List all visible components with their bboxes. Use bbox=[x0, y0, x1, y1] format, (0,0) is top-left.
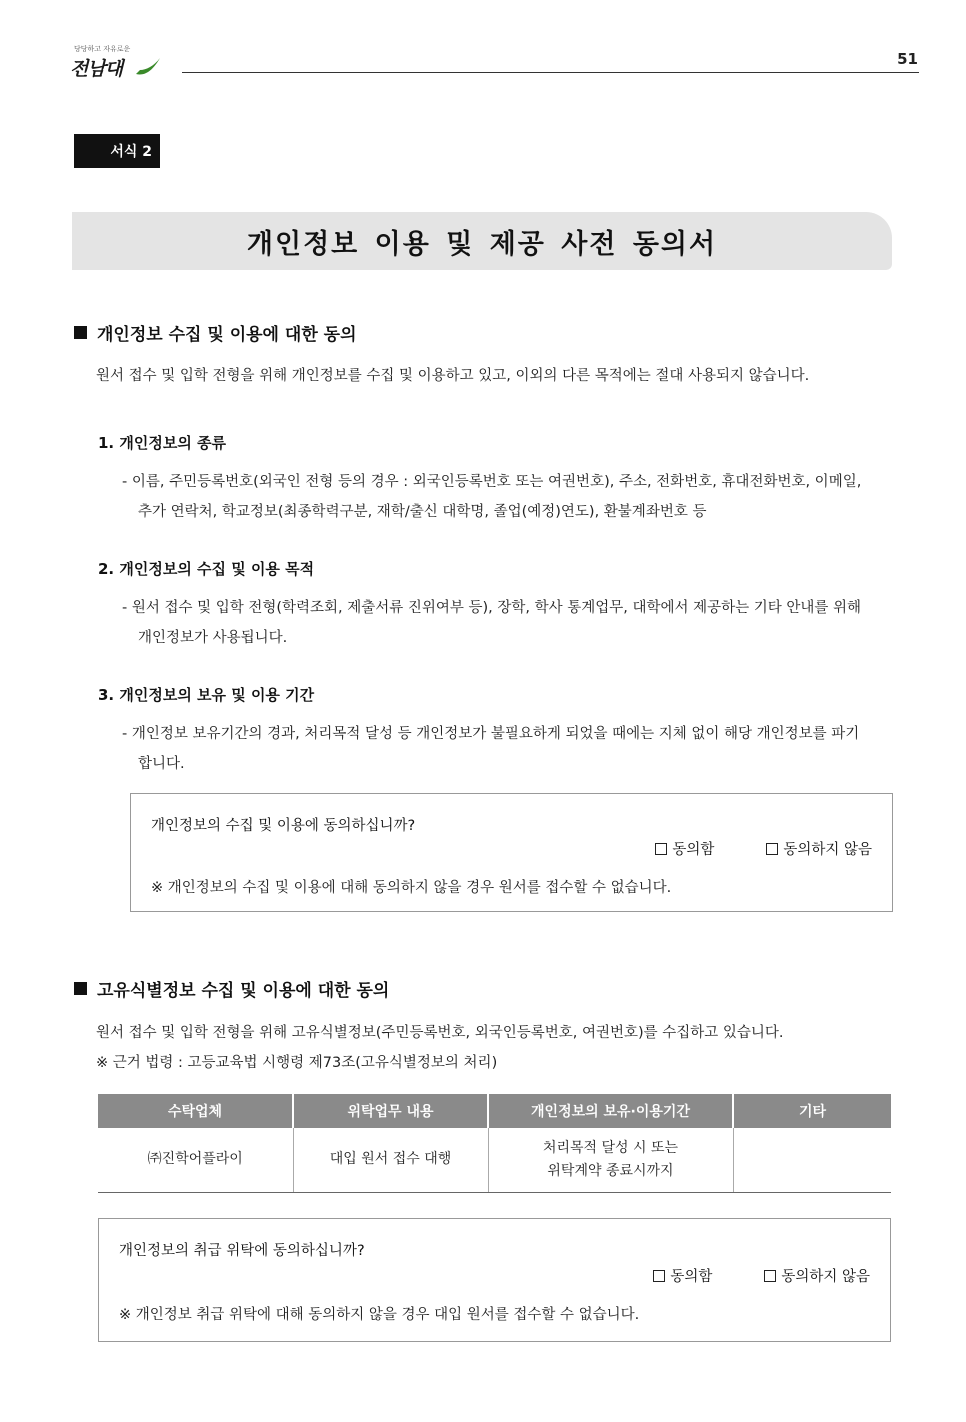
agree-option[interactable] bbox=[653, 1265, 712, 1286]
header-divider bbox=[182, 72, 919, 73]
agree-label: 동의함 bbox=[670, 1269, 713, 1285]
disagree-option[interactable] bbox=[766, 838, 872, 859]
section-intro: 원서 접수 및 입학 전형을 위해 고유식별정보(주민등록번호, 외국인등록번호, 여권번호)를 수집하고 있습니다. bbox=[96, 1025, 784, 1041]
university-logo bbox=[70, 44, 166, 80]
form-badge: 서식 2 bbox=[74, 134, 160, 168]
table-header-row bbox=[98, 1094, 891, 1128]
consent-options bbox=[653, 1265, 870, 1286]
square-bullet-icon bbox=[74, 982, 87, 995]
section-heading-text: 고유식별정보 수집 및 이용에 대한 동의 bbox=[97, 981, 390, 1001]
consent-note: ※ 개인정보의 수집 및 이용에 대해 동의하지 않을 경우 원서를 접수할 수 없습니다. bbox=[151, 880, 672, 896]
table-cell-task: 대입 원서 접수 대행 bbox=[293, 1128, 488, 1192]
logo-tagline: 당당하고 자유로운 bbox=[74, 45, 131, 53]
period-line: 위탁계약 종료시까지 bbox=[547, 1162, 674, 1179]
consent-question: 개인정보의 수집 및 이용에 동의하십니까? bbox=[151, 818, 416, 834]
table-header-period: 개인정보의 보유·이용기간 bbox=[488, 1094, 733, 1128]
item-text-line: - 원서 접수 및 입학 전형(학력조회, 제출서류 진위여부 등), 장학, 학사 통계업무, 대학에서 제공하는 기타 안내를 위해 bbox=[122, 600, 862, 616]
table-header-task: 위탁업무 내용 bbox=[293, 1094, 488, 1128]
table-header-etc: 기타 bbox=[733, 1094, 891, 1128]
item-text-line: - 개인정보 보유기간의 경과, 처리목적 달성 등 개인정보가 불필요하게 되었을 때에는 지체 없이 해당 개인정보를 파기 bbox=[122, 726, 860, 742]
outsourcing-table bbox=[98, 1094, 891, 1193]
disagree-option[interactable] bbox=[764, 1265, 870, 1286]
consent-note: ※ 개인정보 취급 위탁에 대해 동의하지 않을 경우 대입 원서를 접수할 수 없습니다. bbox=[119, 1307, 640, 1323]
disagree-label: 동의하지 않음 bbox=[781, 1269, 870, 1285]
table-cell-period bbox=[488, 1128, 733, 1192]
table-header-vendor: 수탁업체 bbox=[98, 1094, 293, 1128]
table-cell-vendor: ㈜진학어플라이 bbox=[98, 1128, 293, 1192]
agree-option[interactable] bbox=[655, 838, 714, 859]
disagree-checkbox[interactable] bbox=[764, 1270, 776, 1282]
item-heading-purpose: 2. 개인정보의 수집 및 이용 목적 bbox=[98, 560, 315, 578]
section-intro: 원서 접수 및 입학 전형을 위해 개인정보를 수집 및 이용하고 있고, 이외의 다른 목적에는 절대 사용되지 않습니다. bbox=[96, 368, 810, 384]
consent-question: 개인정보의 취급 위탁에 동의하십니까? bbox=[119, 1243, 365, 1259]
square-bullet-icon bbox=[74, 326, 87, 339]
section-heading-text: 개인정보 수집 및 이용에 대한 동의 bbox=[97, 325, 357, 345]
legal-basis: ※ 근거 법령 : 고등교육법 시행령 제73조(고유식별정보의 처리) bbox=[96, 1055, 498, 1071]
period-line: 처리목적 달성 시 또는 bbox=[542, 1139, 679, 1156]
item-text-line: 추가 연락처, 학교정보(최종학력구분, 재학/출신 대학명, 졸업(예정)연도), 환불계좌번호 등 bbox=[138, 504, 707, 520]
table-cell-etc bbox=[733, 1128, 891, 1192]
item-text-line: 합니다. bbox=[138, 756, 185, 772]
agree-label: 동의함 bbox=[672, 842, 715, 858]
logo-text: 전남대 bbox=[70, 58, 123, 80]
disagree-label: 동의하지 않음 bbox=[783, 842, 872, 858]
table-row bbox=[98, 1128, 891, 1192]
agree-checkbox[interactable] bbox=[655, 843, 667, 855]
item-heading-retention: 3. 개인정보의 보유 및 이용 기간 bbox=[98, 686, 315, 704]
page-number: 51 bbox=[897, 50, 918, 68]
disagree-checkbox[interactable] bbox=[766, 843, 778, 855]
agree-checkbox[interactable] bbox=[653, 1270, 665, 1282]
section-heading-unique-id bbox=[74, 976, 389, 1001]
title-bar bbox=[72, 212, 892, 270]
logo-swoosh-icon bbox=[134, 56, 162, 78]
consent-box-collection bbox=[130, 793, 893, 912]
consent-box-outsourcing bbox=[98, 1218, 891, 1342]
item-heading-types: 1. 개인정보의 종류 bbox=[98, 434, 227, 452]
section-heading-personal-info bbox=[74, 320, 357, 345]
item-text-line: - 이름, 주민등록번호(외국인 전형 등의 경우 : 외국인등록번호 또는 여권번호), 주소, 전화번호, 휴대전화번호, 이메일, bbox=[122, 474, 862, 490]
document-title: 개인정보 이용 및 제공 사전 동의서 bbox=[246, 228, 718, 260]
item-text-line: 개인정보가 사용됩니다. bbox=[138, 630, 288, 646]
consent-options bbox=[655, 838, 872, 859]
